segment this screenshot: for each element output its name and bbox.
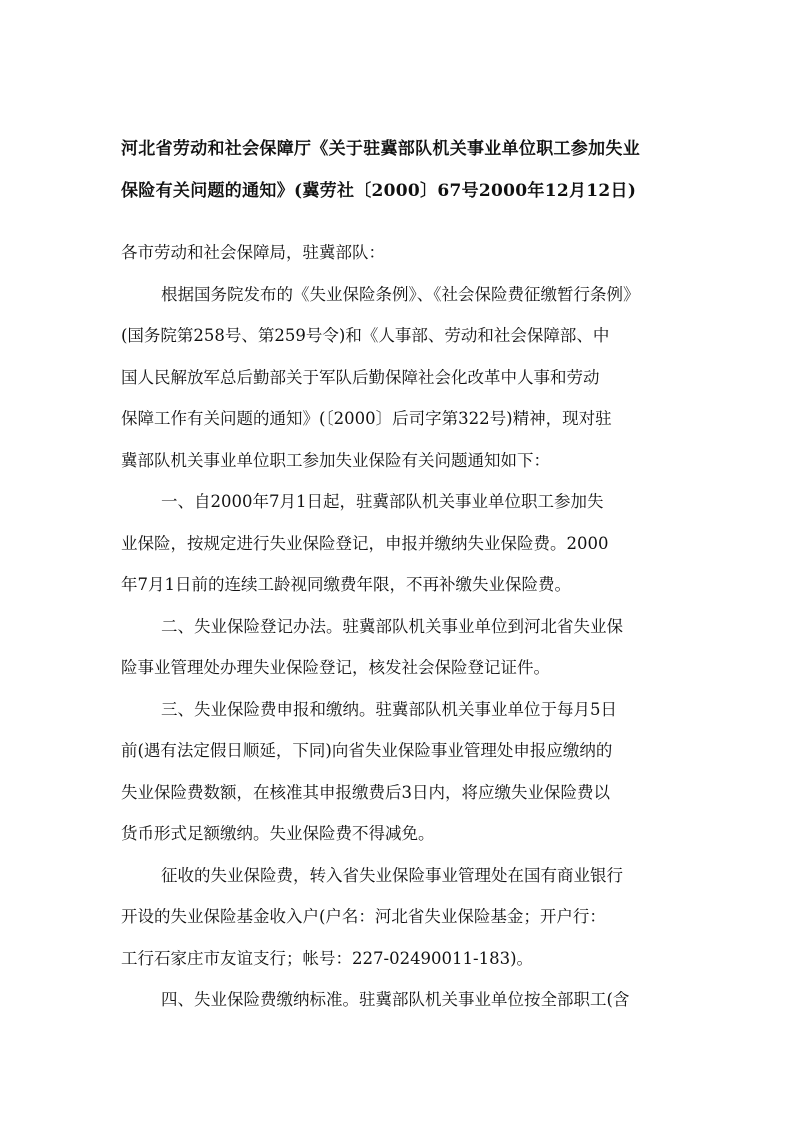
paragraph-line: 开设的失业保险基金收入户(户名：河北省失业保险基金；开户行： [121, 907, 606, 926]
paragraph-4 [121, 689, 681, 855]
paragraph-line: 四、失业保险费缴纳标准。驻冀部队机关事业单位按全部职工(含 [161, 990, 630, 1009]
title-line-1: 河北省劳动和社会保障厅《关于驻冀部队机关事业单位职工参加失业 [121, 139, 640, 159]
paragraph-line: 工行石家庄市友谊支行；帐号：227-02490011-183)。 [121, 948, 534, 968]
paragraph-line: 征收的失业保险费，转入省失业保险事业管理处在国有商业银行 [161, 865, 623, 885]
document-title [121, 128, 681, 212]
paragraph-5 [121, 855, 681, 980]
paragraph-line: 国人民解放军总后勤部关于军队后勤保障社会化改革中人事和劳动 [121, 367, 600, 387]
paragraph-line: 冀部队机关事业单位职工参加失业保险有关问题通知如下： [121, 450, 550, 470]
paragraph-line: 失业保险费数额，在核准其申报缴费后3日内，将应缴失业保险费以 [121, 782, 610, 802]
paragraph-2 [121, 481, 681, 606]
paragraph-line: 根据国务院发布的《失业保险条例》、《社会保险费征缴暂行条例》 [161, 284, 640, 304]
title-line-2: 保险有关问题的通知》(冀劳社〔2000〕67号2000年12月12日) [121, 181, 637, 201]
paragraph-line: 二、失业保险登记办法。驻冀部队机关事业单位到河北省失业保 [161, 616, 623, 636]
paragraph-line: 三、失业保险费申报和缴纳。驻冀部队机关事业单位于每月5日 [161, 699, 617, 719]
paragraph-line: 一、自2000年7月1日起，驻冀部队机关事业单位职工参加失 [161, 492, 604, 511]
paragraph-line: 前(遇有法定假日顺延，下同)向省失业保险事业管理处申报应缴纳的 [121, 741, 613, 760]
paragraph-3 [121, 606, 681, 689]
salutation: 各市劳动和社会保障局，驻冀部队： [121, 243, 385, 262]
paragraph-6 [121, 979, 681, 1021]
paragraph-line: 业保险，按规定进行失业保险登记，申报并缴纳失业保险费。2000 [121, 533, 609, 553]
document-body [121, 232, 681, 1021]
paragraph-line: 保障工作有关问题的通知》(〔2000〕后司字第322号)精神，现对驻 [121, 409, 612, 428]
paragraph-line: (国务院第258号、第259号令)和《人事部、劳动和社会保障部、中 [121, 326, 610, 345]
paragraph-line: 货币形式足额缴纳。失业保险费不得减免。 [121, 824, 435, 843]
paragraph-line: 险事业管理处办理失业保险登记，核发社会保险登记证件。 [121, 658, 550, 677]
paragraph-1 [121, 274, 681, 482]
paragraph-line: 年7月1日前的连续工龄视同缴费年限，不再补缴失业保险费。 [121, 575, 571, 594]
